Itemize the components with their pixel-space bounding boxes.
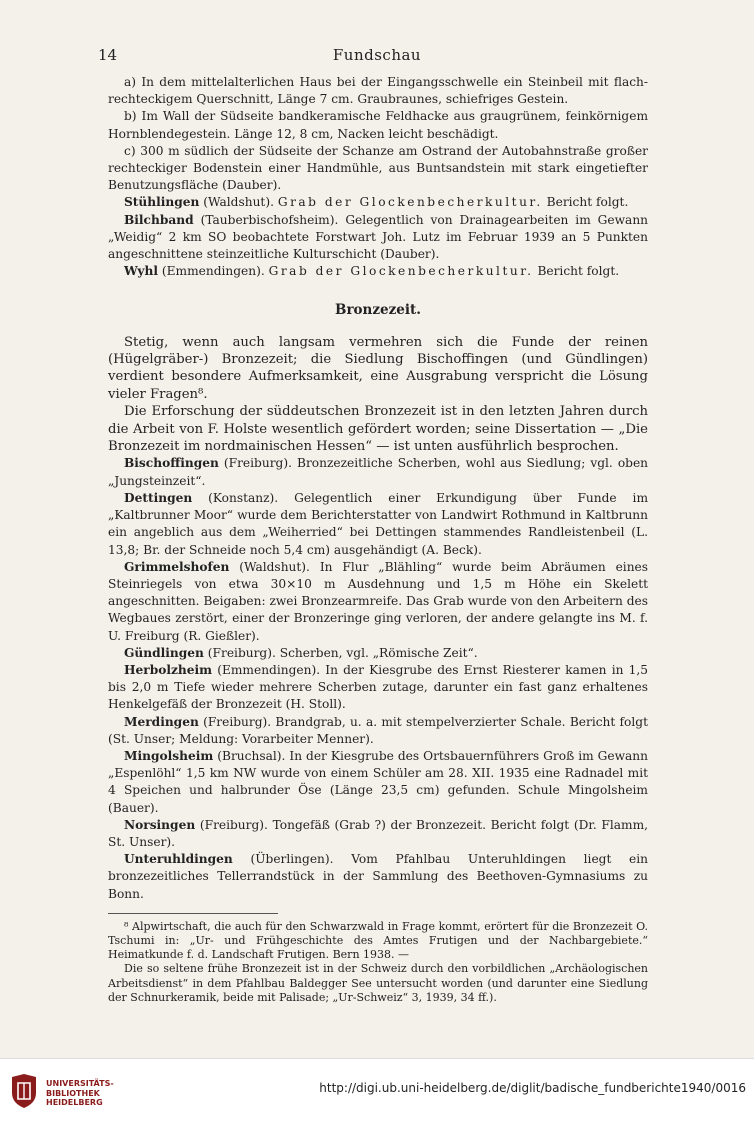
site-entry: Unteruhldingen (Überlingen). Vom Pfahlbau Unteruhldingen liegt ein bronzezeitliches Tellerrandstück in der Sammlung des Beethoven-Gymnasiums zu Bonn. bbox=[108, 852, 649, 901]
site-entry: Mingolsheim (Bruchsal). In der Kiesgrube des Ortsbauernführers Groß im Gewann „Espenlöhl“ 1,5 km NW wurde von einem Schüler am 28. XII. 1935 eine Radnadel mit 4 Speichen und halbrunder Öse (Länge 23,5 cm) gefunden. Schule Mingolsheim (Bauer). bbox=[108, 748, 649, 815]
site-entry: Herbolzheim (Emmendingen). In der Kiesgrube des Ernst Riesterer kamen in 1,5 bis 2,0 m Tiefe wieder mehrere Scherben zutage, darunter ein fast ganz erhaltenes Henkelgefäß der Bronzezeit (H. Stoll). bbox=[108, 662, 648, 712]
running-title: Fundschau bbox=[332, 46, 422, 64]
intro-paragraph: Stetig, wenn auch langsam vermehren sich die Funde der reinen (Hügelgräber-) Bronzezeit; die Siedlung Bischoffingen (und Gündlingen) verdient besondere Aufmerksamkeit, eine Ausgrabung verspricht die Lösung vieler Fragen⁸. bbox=[108, 334, 648, 402]
site-entry: Gündlingen (Freiburg). Scherben, vgl. „Römische Zeit“. bbox=[124, 645, 478, 660]
footnote-rule bbox=[108, 913, 278, 914]
footnote: Die so seltene frühe Bronzezeit ist in der Schweiz durch den vorbildlichen „Archäologischen Arbeitsdienst“ in dem Pfahlbau Baldegger See untersucht worden (und darunter eine Siedlung der Schnurkeramik, beide mit Palisade; „Ur-Schweiz“ 3, 1939, 34 ff.). bbox=[108, 962, 648, 1004]
site-entry: Stühlingen (Waldshut). Grab der Glockenbecherkultur. Bericht folgt. bbox=[124, 195, 629, 210]
entry-b: b) Im Wall der Südseite bandkeramische Feldhacke aus graugrünem, feinkörnigem Hornblendegestein. Länge 12, 8 cm, Nacken leicht beschädigt. bbox=[108, 109, 648, 141]
viewer-footer bbox=[0, 1058, 754, 1123]
site-entry: Wyhl (Emmendingen). Grab der Glockenbecherkultur. Bericht folgt. bbox=[124, 264, 620, 279]
footnote: ⁸ Alpwirtschaft, die auch für den Schwarzwald in Frage kommt, erörtert für die Bronzezeit O. Tschumi in: „Ur- und Frühgeschichte des Amtes Frutigen und der Nachbargebiete.“ Heimatkunde f. d. Landschaft Frutigen. Bern 1938. — bbox=[108, 919, 648, 962]
site-entry: Merdingen (Freiburg). Brandgrab, u. a. mit stempelverzierter Schale. Bericht folgt (St. Unser; Meldung: Vorarbeiter Menner). bbox=[108, 714, 648, 746]
site-entry: Bilchband (Tauberbischofsheim). Gelegentlich von Drainagearbeiten im Gewann „Weidig“ 2 km SO beobachtete Forstwart Joh. Lutz im Februar 1939 an 5 Punkten angeschnittene steinzeitliche Kulturschicht (Dauber). bbox=[108, 212, 649, 262]
intro-paragraph: Die Erforschung der süddeutschen Bronzezeit ist in den letzten Jahren durch die Arbeit von F. Holste wesentlich gefördert worden; seine Dissertation — „Die Bronzezeit im nordmainischen Hessen“ — ist unten ausführlich besprochen. bbox=[108, 404, 648, 455]
site-entry: Norsingen (Freiburg). Tongefäß (Grab ?) der Bronzezeit. Bericht folgt (Dr. Flamm, St. Unser). bbox=[108, 817, 649, 849]
site-entry: Grimmelshofen (Waldshut). In Flur „Blähling“ wurde beim Abräumen eines Steinriegels von etwa 30×10 m Ausdehnung und 1,5 m Höhe ein Skelett angeschnitten. Beigaben: zwei Bronzearmreife. Das Grab wurde von den Arbeitern des Wegbaues zerstört, einer der Bronzeringe ging verloren, der andere gelangte ins M. f. U. Freiburg (R. Gießler). bbox=[108, 559, 649, 643]
site-entry: Dettingen (Konstanz). Gelegentlich einer Erkundigung über Funde im „Kaltbrunner Moor“ wurde dem Berichterstatter von Landwirt Rothmund in Kaltbrunn ein angeblich aus dem „Weiherried“ bei Dettingen stammendes Randleistenbeil (L. 13,8; Br. der Schneide noch 5,4 cm) ausgehändigt (A. Beck). bbox=[108, 490, 649, 557]
page-number: 14 bbox=[98, 46, 118, 64]
entry-a: a) In dem mittelalterlichen Haus bei der Eingangsschwelle ein Steinbeil mit flach-rechteckigem Querschnitt, Länge 7 cm. Graubraunes, schiefriges Gestein. bbox=[108, 75, 649, 107]
library-name: UNIVERSITÄTS- BIBLIOTHEK HEIDELBERG bbox=[46, 1079, 114, 1107]
library-logo-icon bbox=[10, 1073, 38, 1109]
text-column bbox=[108, 74, 648, 1005]
entry-c: c) 300 m südlich der Südseite der Schanze am Ostrand der Autobahnstraße großer rechteckiger Bodenstein einer Handmühle, aus Buntsandstein mit stark eingetiefter Benutzungsfläche (Dauber). bbox=[108, 143, 649, 193]
site-entry: Bischoffingen (Freiburg). Bronzezeitliche Scherben, wohl aus Siedlung; vgl. oben „Jungsteinzeit“. bbox=[108, 456, 649, 488]
permalink-url[interactable]: http://digi.ub.uni-heidelberg.de/diglit/badische_fundberichte1940/0016 bbox=[319, 1081, 746, 1095]
section-heading: Bronzezeit. bbox=[335, 302, 421, 319]
